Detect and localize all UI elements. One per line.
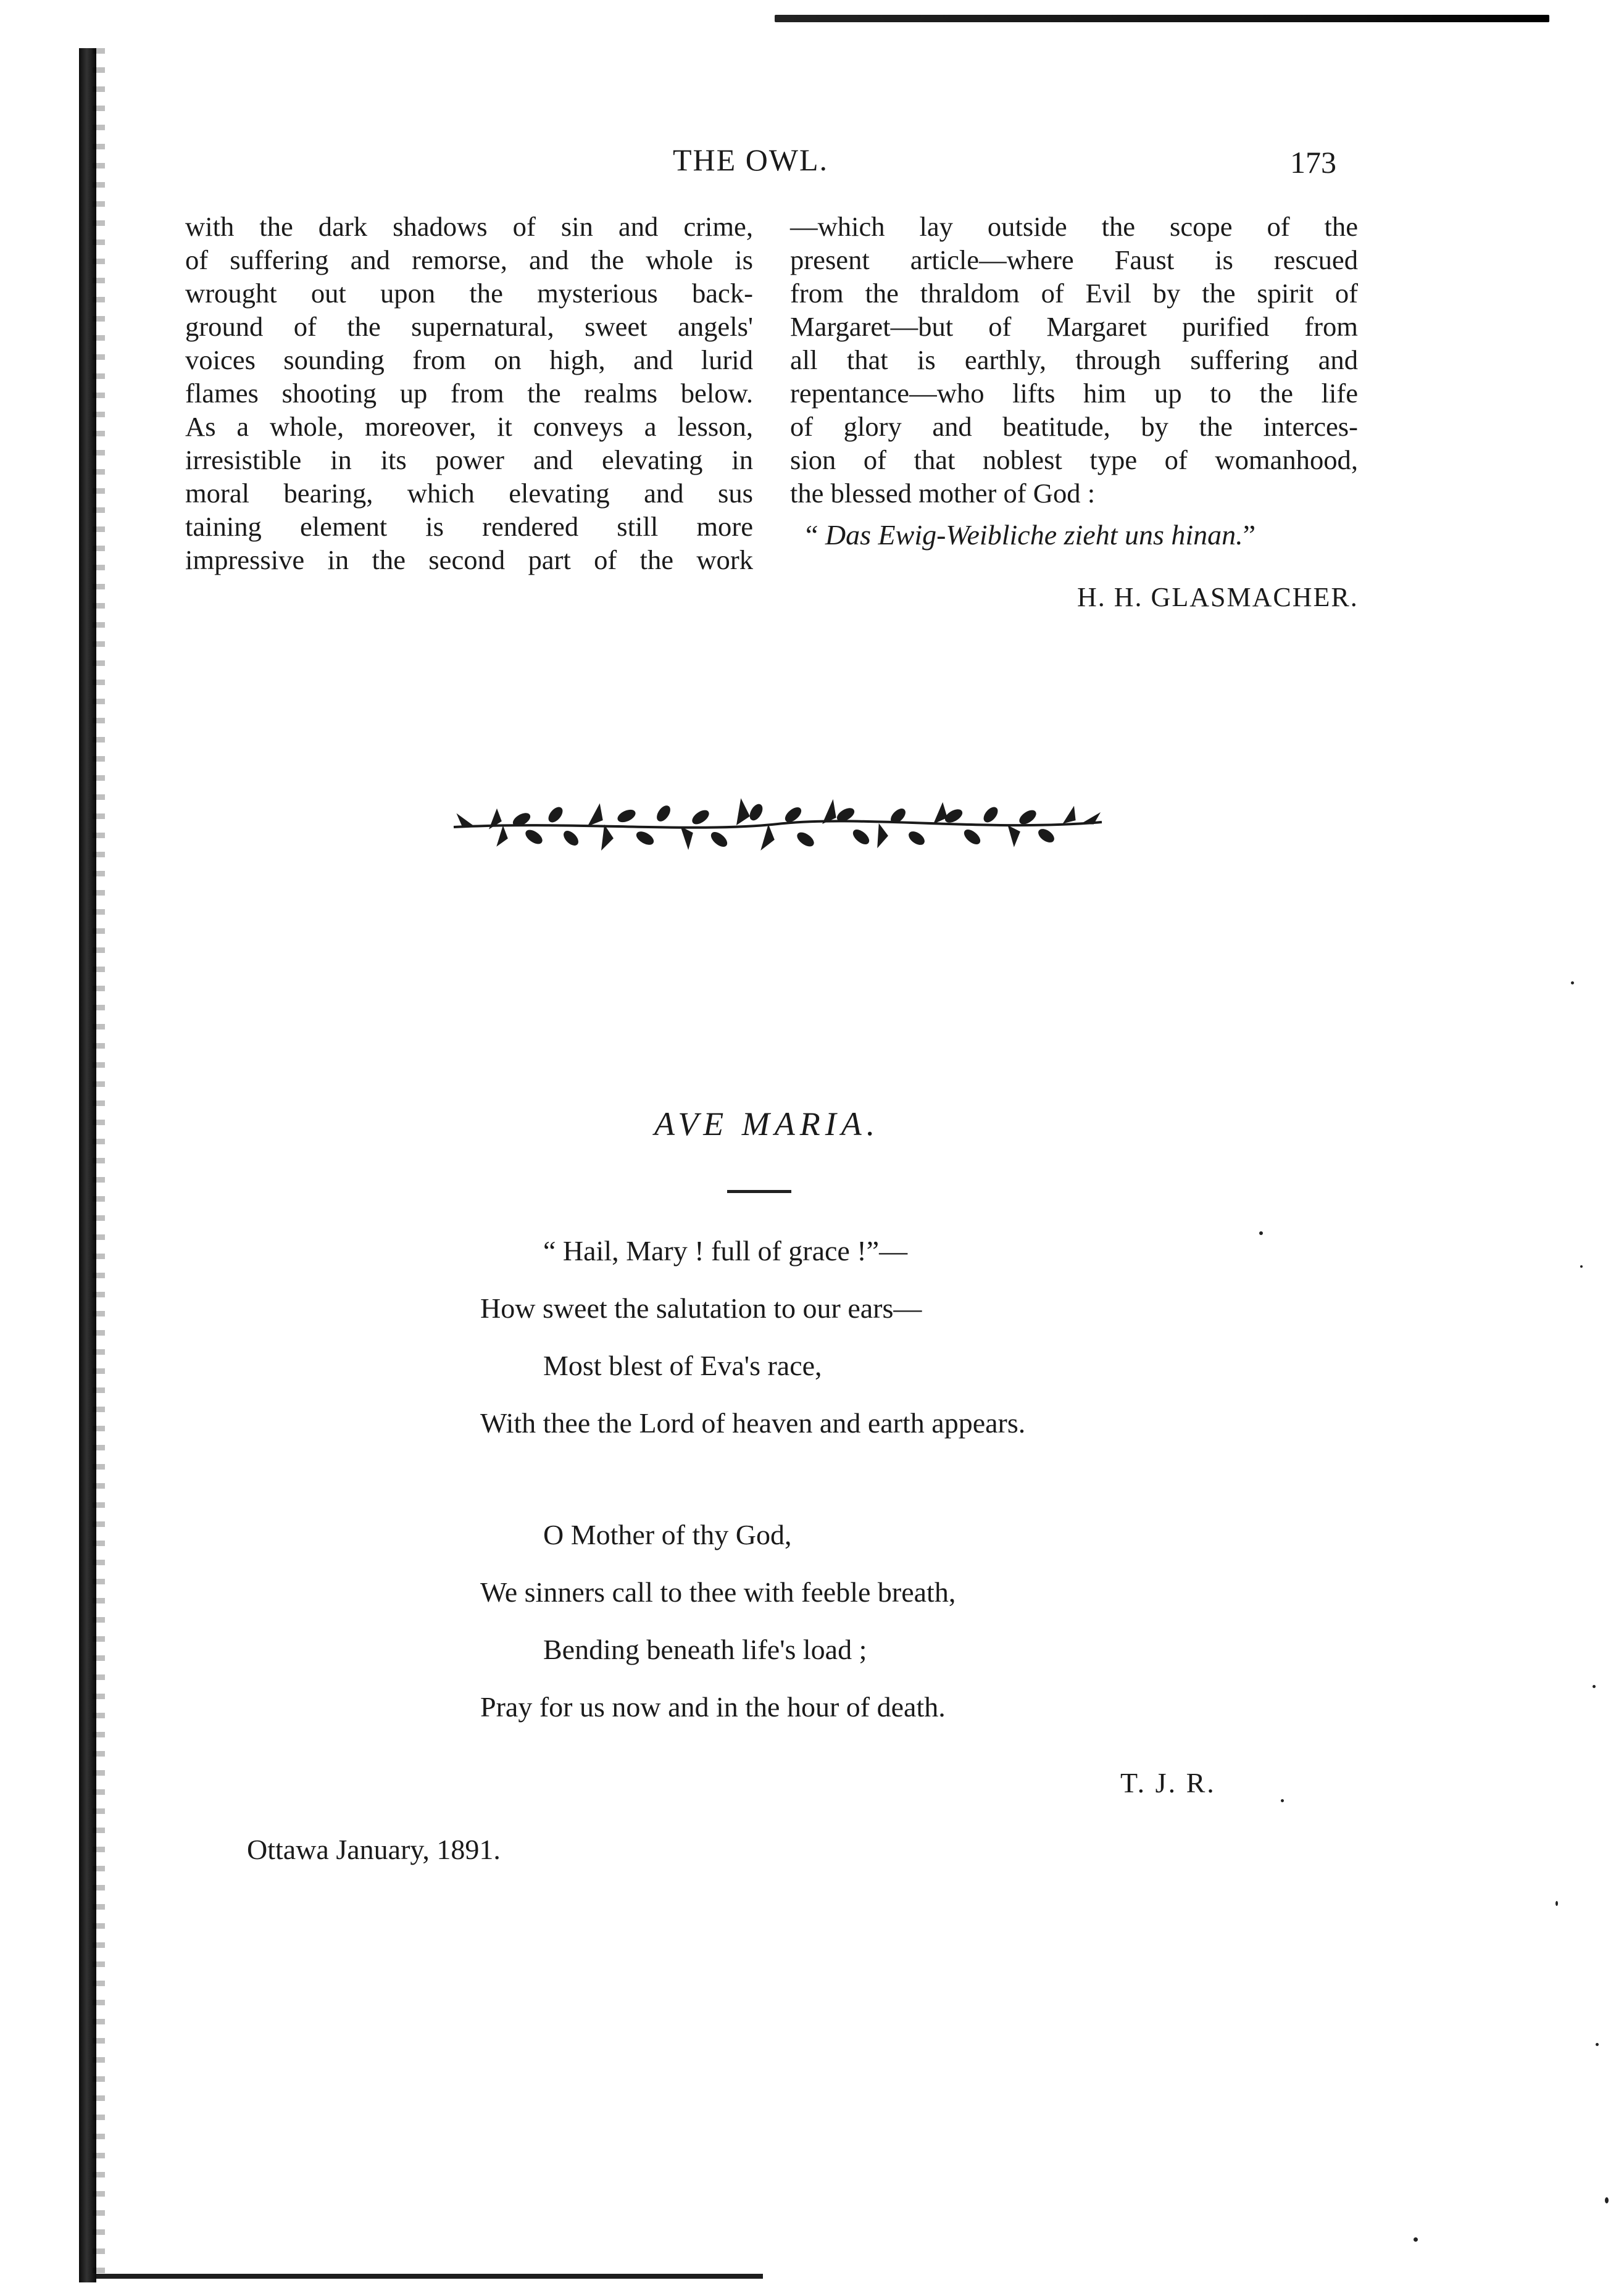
scan-speck (1414, 2237, 1418, 2242)
text-line: repentance—who lifts him up to the life (790, 378, 1358, 409)
scan-speck (1281, 1799, 1284, 1802)
verse-line: “ Hail, Mary ! full of grace !”— (543, 1235, 908, 1267)
text-line: —which lay outside the scope of the (790, 211, 1358, 242)
text-line: of glory and beatitude, by the interces- (790, 411, 1358, 442)
quote-text: Das Ewig-Weibliche zieht uns hinan. (825, 519, 1243, 551)
poem-dateline: Ottawa January, 1891. (247, 1834, 501, 1865)
verse-line: How sweet the salutation to our ears— (480, 1292, 922, 1324)
verse-line: With thee the Lord of heaven and earth appears. (480, 1407, 1026, 1439)
verse-line: Bending beneath life's load ; (543, 1634, 867, 1665)
open-quote: “ (806, 519, 818, 551)
text-line: voices sounding from on high, and lurid (185, 344, 753, 375)
text-line: impressive in the second part of the work (185, 544, 753, 575)
text-line: the blessed mother of God : (790, 478, 1096, 509)
verse-line: Pray for us now and in the hour of death. (480, 1691, 946, 1723)
right-column (790, 210, 1358, 510)
bottom-rule (96, 2274, 763, 2279)
text-line: with the dark shadows of sin and crime, (185, 211, 753, 242)
page-number: 173 (1290, 145, 1336, 180)
left-column (185, 210, 753, 576)
scan-speck (1593, 1685, 1596, 1688)
verse-line: O Mother of thy God, (543, 1519, 792, 1550)
text-line: from the thraldom of Evil by the spirit of (790, 278, 1358, 309)
scan-speck (1259, 1231, 1263, 1235)
top-rule (775, 15, 1549, 22)
scan-speck (1596, 2043, 1599, 2046)
scan-speck (1555, 1901, 1558, 1906)
poem-signature: T. J. R. (1120, 1767, 1216, 1799)
scan-speck (1580, 1265, 1583, 1268)
text-line: present article—where Faust is rescued (790, 244, 1358, 275)
text-line: of suffering and remorse, and the whole is (185, 244, 753, 275)
text-line: irresistible in its power and elevating in (185, 444, 753, 475)
text-line: As a whole, moreover, it conveys a lesson, (185, 411, 753, 442)
article-author: H. H. GLASMACHER. (1077, 582, 1359, 612)
leaf-vine-ornament-icon (448, 784, 1108, 864)
scan-speck (1605, 2197, 1609, 2203)
close-quote: ” (1243, 519, 1256, 551)
title-rule (727, 1190, 791, 1193)
german-quotation (806, 518, 1255, 551)
binding-edge-texture (93, 48, 105, 2282)
text-line: all that is earthly, through suffering and (790, 344, 1358, 375)
poem-title: AVE MARIA. (654, 1105, 880, 1142)
text-line: Margaret—but of Margaret purified from (790, 311, 1358, 342)
running-title: THE OWL. (673, 143, 829, 177)
text-line: flames shooting up from the realms below. (185, 378, 753, 409)
verse-line: We sinners call to thee with feeble breath, (480, 1576, 956, 1608)
text-line: sion of that noblest type of womanhood, (790, 444, 1358, 475)
text-line: moral bearing, which elevating and sus (185, 478, 753, 509)
verse-line: Most blest of Eva's race, (543, 1350, 822, 1381)
text-line: taining element is rendered still more (185, 511, 753, 542)
text-line: ground of the supernatural, sweet angels' (185, 311, 753, 342)
scan-speck (1571, 981, 1574, 984)
text-line: wrought out upon the mysterious back- (185, 278, 753, 309)
